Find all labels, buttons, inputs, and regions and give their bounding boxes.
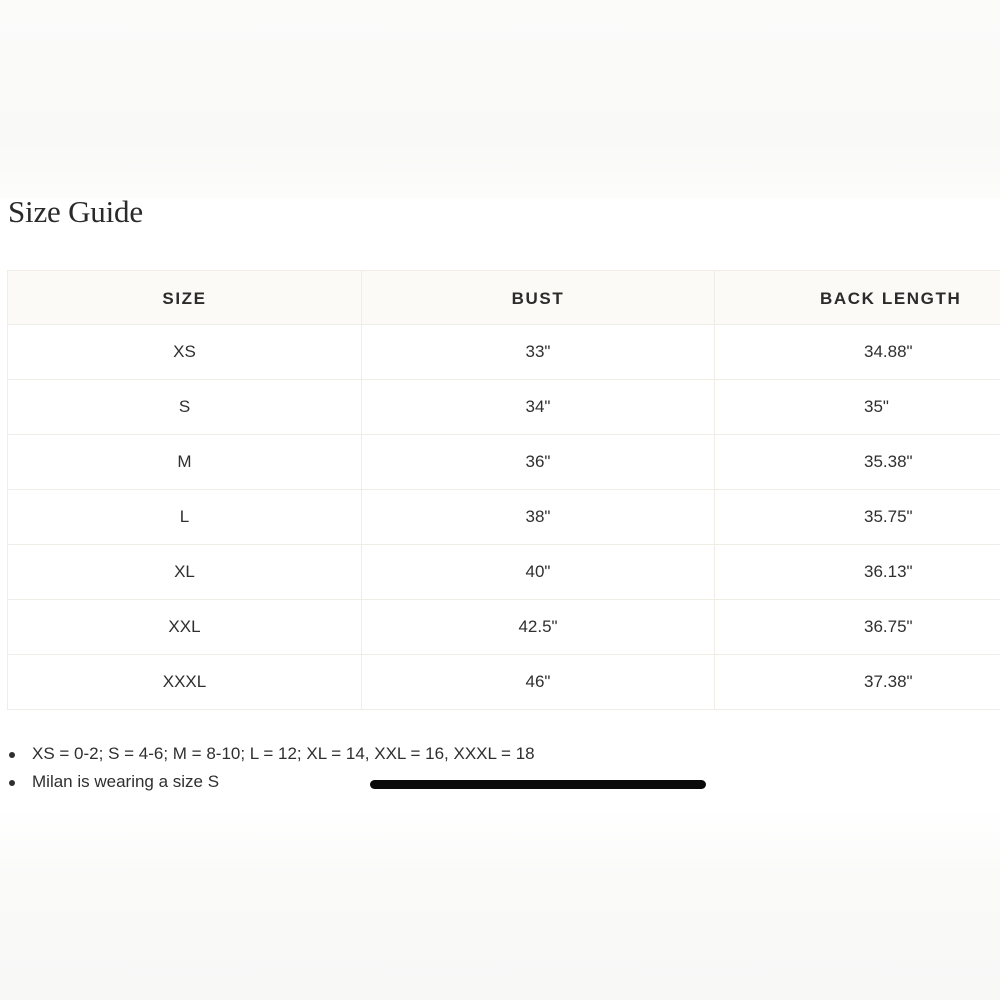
bottom-image-backdrop — [0, 810, 1000, 1000]
list-item: XS = 0-2; S = 4-6; M = 8-10; L = 12; XL = 14, XXL = 16, XXXL = 18 — [8, 742, 535, 770]
table-row — [8, 600, 1000, 655]
header-size: SIZE — [8, 271, 362, 325]
cell-size: XS — [8, 325, 362, 380]
list-item: Milan is wearing a size S — [8, 770, 535, 798]
cell-size: S — [8, 380, 362, 435]
cell-back-length: 37.38" — [715, 655, 1000, 710]
size-guide-table — [7, 270, 1000, 710]
scroll-indicator-bar[interactable] — [370, 780, 706, 789]
header-bust: BUST — [362, 271, 715, 325]
table-row — [8, 380, 1000, 435]
cell-back-length: 34.88" — [715, 325, 1000, 380]
cell-bust: 40" — [362, 545, 715, 600]
table-row — [8, 435, 1000, 490]
cell-back-length: 36.75" — [715, 600, 1000, 655]
table-row — [8, 655, 1000, 710]
header-back-length: BACK LENGTH — [715, 271, 1000, 325]
cell-bust: 42.5" — [362, 600, 715, 655]
cell-size: XXXL — [8, 655, 362, 710]
cell-bust: 34" — [362, 380, 715, 435]
cell-bust: 36" — [362, 435, 715, 490]
table-row — [8, 545, 1000, 600]
cell-back-length: 35" — [715, 380, 1000, 435]
cell-size: XL — [8, 545, 362, 600]
table-row — [8, 325, 1000, 380]
cell-back-length: 36.13" — [715, 545, 1000, 600]
table-header-row — [8, 271, 1000, 325]
cell-back-length: 35.75" — [715, 490, 1000, 545]
cell-size: L — [8, 490, 362, 545]
table-row — [8, 490, 1000, 545]
cell-back-length: 35.38" — [715, 435, 1000, 490]
page-title: Size Guide — [8, 194, 143, 229]
cell-size: M — [8, 435, 362, 490]
cell-bust: 38" — [362, 490, 715, 545]
cell-bust: 33" — [362, 325, 715, 380]
top-image-backdrop — [0, 0, 1000, 198]
cell-bust: 46" — [362, 655, 715, 710]
size-notes-list — [8, 742, 535, 798]
cell-size: XXL — [8, 600, 362, 655]
